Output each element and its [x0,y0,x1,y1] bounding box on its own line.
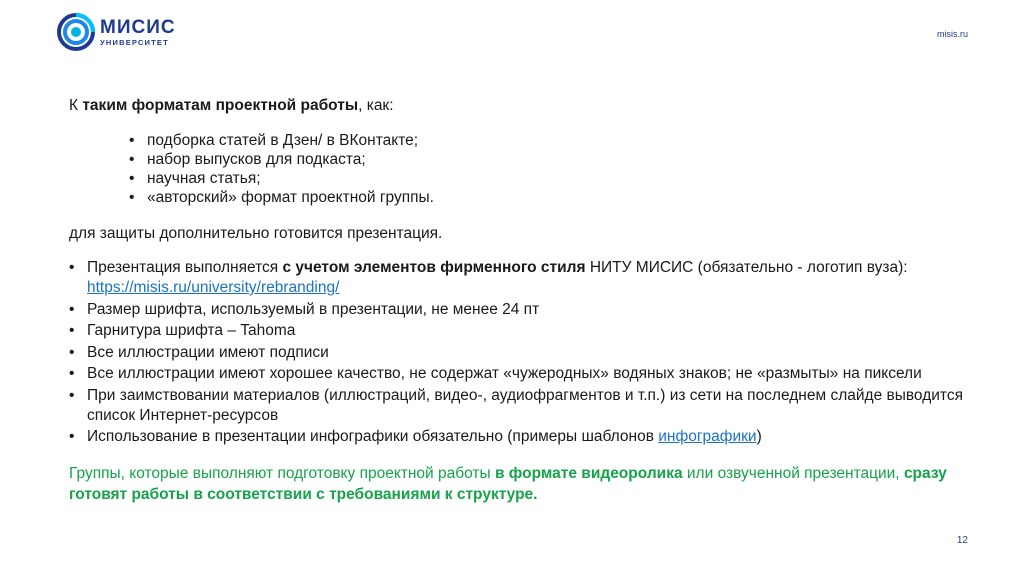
requirement-item: • Размер шрифта, используемый в презентации, не менее 24 пт [69,300,989,320]
video-format-note [69,463,989,505]
requirement-item: • Гарнитура шрифта – Tahoma [69,321,989,341]
formats-list [129,131,989,207]
intro-line [69,96,989,116]
misis-logo[interactable] [56,12,176,52]
intro-prefix: К [69,97,83,114]
list-item: • подборка статей в Дзен/ в ВКонтакте; [129,131,989,150]
intro-bold: таким форматам проектной работы [82,97,359,114]
req1-prefix: Презентация выполняется [87,259,283,276]
presentation-note: для защиты дополнительно готовится презентация. [69,225,443,242]
site-url: misis.ru [937,29,968,39]
slide-content [69,96,989,505]
req7-suffix: ) [756,428,762,445]
req7-prefix: Использование в презентации инфографики обязательно (примеры шаблонов [87,428,659,445]
list-item: • набор выпусков для подкаста; [129,150,989,169]
requirement-item [69,258,989,298]
misis-logo-icon [56,12,96,52]
intro-suffix: , как: [358,97,394,114]
requirement-item: • Все иллюстрации имеют подписи [69,343,989,363]
requirement-item: • Все иллюстрации имеют хорошее качество, не содержат «чужеродных» водяных знаков; не «размыты» на пиксели [69,364,989,384]
requirements-list [69,258,989,447]
green-prefix: Группы, которые выполняют подготовку проектной работы [69,465,495,482]
green-bold: в формате видеоролика [494,465,683,482]
req1-bold: с учетом элементов фирменного стиля [282,259,586,276]
rebranding-link[interactable]: https://misis.ru/university/rebranding/ [87,279,340,296]
page-number: 12 [956,535,968,546]
req1-suffix: НИТУ МИСИС (обязательно - логотип вуза): [585,259,908,276]
green-middle: или озвученной презентации, [682,465,904,482]
logo-subtitle: УНИВЕРСИТЕТ [100,37,169,47]
logo-name: МИСИС [100,16,176,38]
infographics-link[interactable]: инфографики [658,428,757,445]
green-bold-2: сразу готовят работы в соответствии с требованиями к структуре. [69,465,947,503]
list-item: • «авторский» формат проектной группы. [129,188,989,207]
list-item: • научная статья; [129,169,989,188]
requirement-item: • При заимствовании материалов (иллюстраций, видео-, аудиофрагментов и т.п.) из сети на последнем слайде выводится список Интернет-ресурсов [69,386,989,426]
requirement-item [69,427,989,447]
